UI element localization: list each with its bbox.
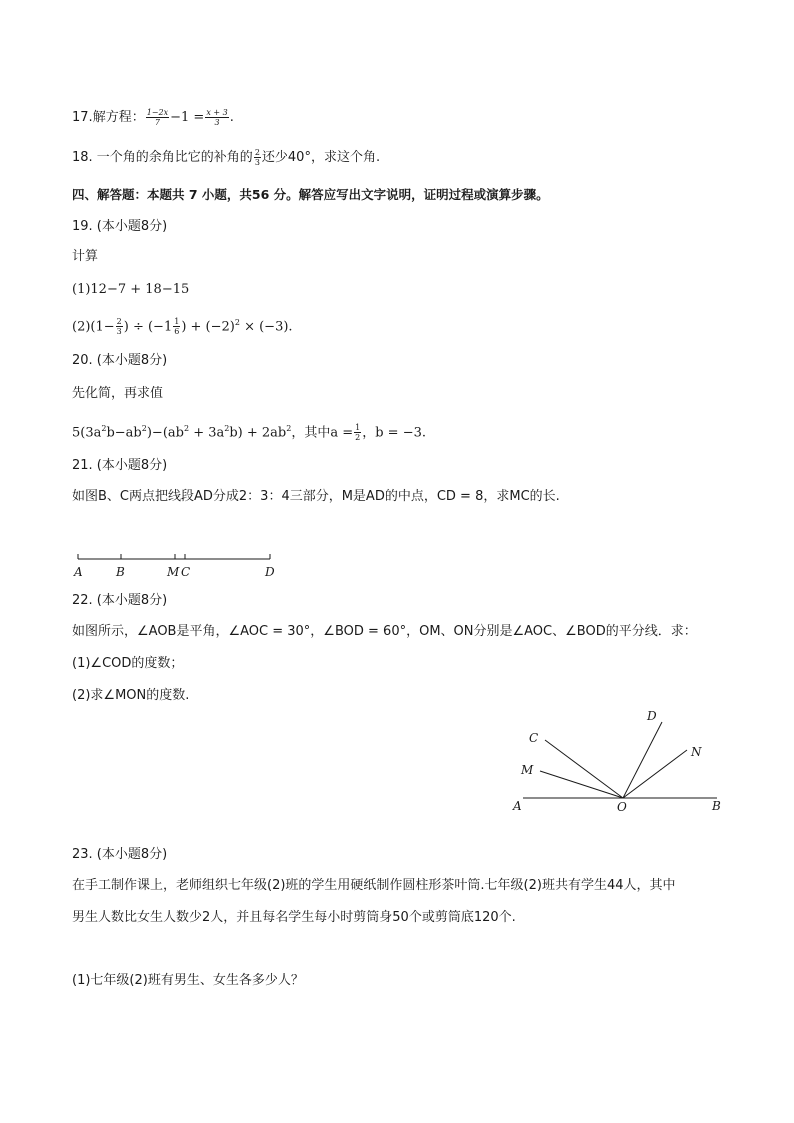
q20-exp-2: 2 — [141, 424, 147, 433]
q19-instruction: 计算 — [72, 249, 99, 264]
q17-frac2-den: 3 — [214, 118, 220, 127]
q22-text: 如图所示，∠AOB是平角，∠AOC = 30°，∠BOD = 60°，OM、ON分别是∠AOC、∠BOD的平分线．求： — [72, 624, 697, 639]
q20-exp-5: 2 — [286, 424, 292, 433]
q17-end: . — [229, 110, 234, 125]
q20-header: 20. (本小题8分) — [72, 353, 168, 368]
label-c: C — [181, 565, 191, 579]
ray-od — [623, 722, 662, 798]
q22-header: 22. (本小题8分) — [72, 593, 168, 608]
q20-instruction: 先化简，再求值 — [72, 386, 164, 401]
label-c: C — [529, 731, 539, 745]
q17-fraction-2 — [205, 108, 228, 127]
label-b: B — [116, 565, 125, 579]
label-n: N — [691, 745, 702, 759]
label-a: A — [74, 565, 83, 579]
q19-frac-den: 3 — [116, 327, 122, 337]
q20-expr-e: b) + 2ab — [229, 425, 287, 441]
q19-part2-fraction — [116, 317, 123, 336]
q21-segment-figure — [60, 545, 290, 585]
q17-fraction-1 — [146, 108, 169, 127]
q18-text-b: 还少40°，求这个角. — [261, 150, 381, 165]
q20-expr-5: 5(3a — [72, 425, 102, 441]
q18-frac-num: 2 — [254, 148, 260, 157]
label-m: M — [521, 763, 534, 777]
q19-part2-d: × (−3). — [239, 319, 293, 335]
q22-angle-figure — [505, 700, 735, 820]
q19-part2-a: (2)(1− — [72, 319, 115, 335]
label-m: M — [167, 565, 180, 579]
q17-frac1-num: 1−2x — [146, 108, 169, 117]
q17-prefix: 解方程： — [92, 110, 145, 125]
ray-oc — [545, 740, 623, 798]
q19-mixed-num: 1 — [174, 317, 180, 327]
q18-fraction — [254, 148, 261, 167]
q17-minus-one: −1 = — [170, 110, 205, 125]
q20-exp-1: 2 — [101, 424, 107, 433]
ray-on — [623, 750, 687, 798]
q17-frac1-den: 7 — [154, 118, 160, 127]
q22-part-2: (2)求∠MON的度数. — [72, 688, 190, 703]
q19-part2-c: ) + (−2) — [181, 319, 235, 335]
q23-header: 23. (本小题8分) — [72, 847, 168, 862]
label-o: O — [617, 800, 627, 814]
q17-number: 17. — [72, 110, 93, 125]
q23-line-1: 在手工制作课上，老师组织七年级(2)班的学生用硬纸制作圆柱形茶叶筒.七年级(2)班共有学生44人，其中 — [72, 878, 676, 893]
q21-header: 21. (本小题8分) — [72, 458, 168, 473]
q20-a-fraction — [354, 423, 361, 442]
q20-exp-3: 2 — [183, 424, 190, 433]
q19-part-2 — [72, 314, 293, 336]
q20-where: ，其中a = — [291, 425, 354, 441]
q18-frac-den: 3 — [254, 158, 260, 167]
q23-line-2: 男生人数比女生人数少2人，并且每名学生每小时剪筒身50个或剪筒底120个. — [72, 910, 516, 925]
q19-frac-num: 2 — [116, 317, 122, 327]
q20-a-den: 2 — [355, 433, 361, 443]
q19-header: 19. (本小题8分) — [72, 219, 168, 234]
q20-b-value: ，b = −3. — [362, 425, 426, 441]
label-d: D — [647, 709, 657, 723]
q23-part-1: (1)七年级(2)班有男生、女生各多少人？ — [72, 973, 304, 988]
q21-text: 如图B、C两点把线段AD分成2：3：4三部分，M是AD的中点，CD = 8，求MC的长. — [72, 489, 560, 504]
question-18 — [72, 148, 380, 167]
q19-part-1: (1)12−7 + 18−15 — [72, 282, 190, 297]
q19-part2-b: ) ÷ (−1 — [123, 319, 173, 335]
q20-expr-b: b−ab — [106, 425, 142, 441]
q18-text-a: 18. 一个角的余角比它的补角的 — [72, 150, 253, 165]
section-4-heading: 四、解答题：本题共 7 小题，共56 分。解答应写出文字说明，证明过程或演算步骤。 — [72, 187, 549, 202]
q20-expression — [72, 420, 426, 442]
question-17 — [72, 108, 234, 127]
q17-frac2-num: x + 3 — [206, 108, 228, 117]
q20-exp-4: 2 — [224, 424, 230, 433]
ray-om — [540, 771, 623, 798]
q19-part2-exp: 2 — [234, 318, 240, 327]
q22-part-1: (1)∠COD的度数； — [72, 656, 184, 671]
q19-mixed-den: 6 — [174, 327, 180, 337]
q19-part2-mixed-fraction — [173, 317, 180, 336]
q20-expr-d: + 3a — [189, 425, 225, 441]
label-d: D — [265, 565, 275, 579]
q20-a-num: 1 — [355, 423, 361, 433]
label-b: B — [712, 799, 721, 813]
label-a: A — [513, 799, 522, 813]
q20-expr-c: )−(ab — [146, 425, 184, 441]
